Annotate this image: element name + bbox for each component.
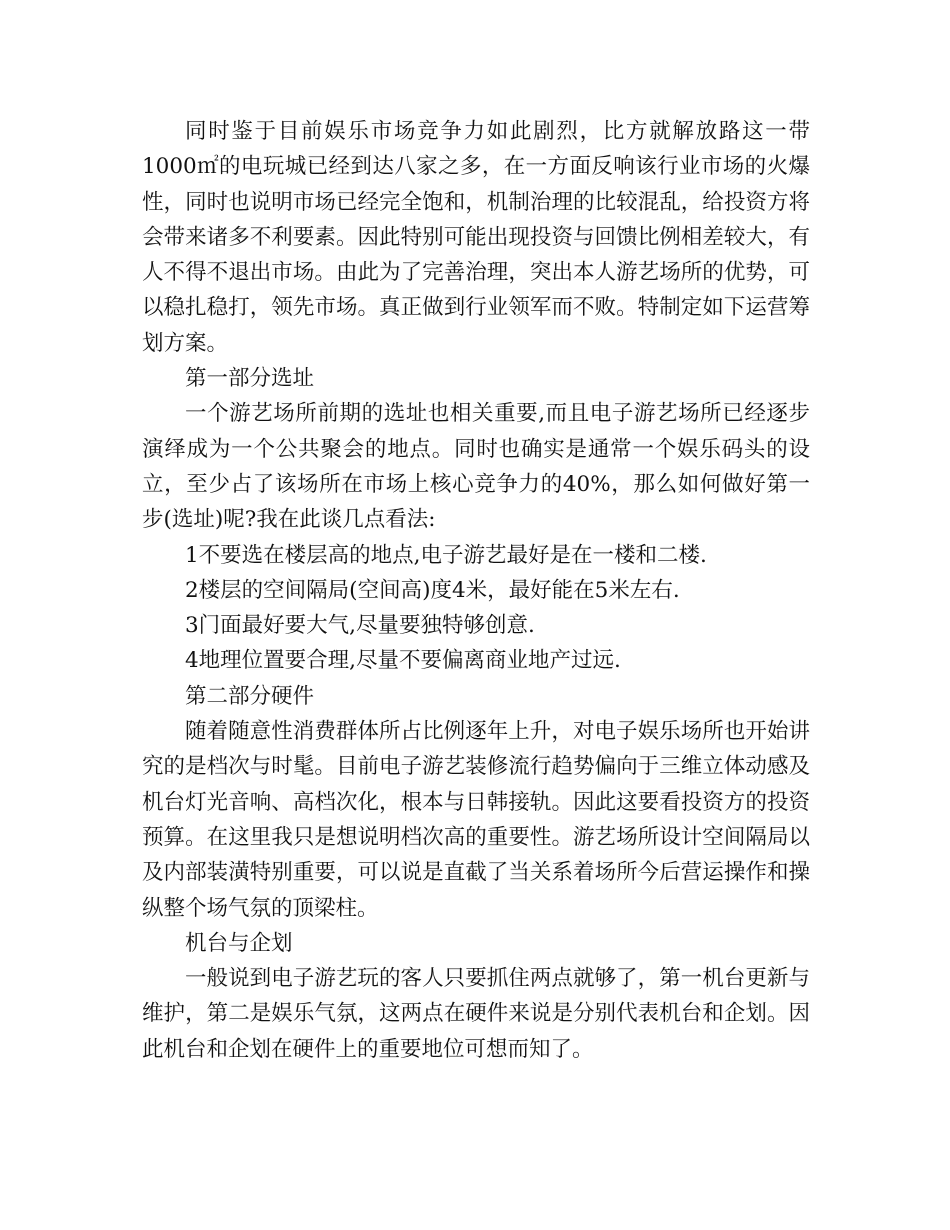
site-selection-paragraph: 一个游艺场所前期的选址也相关重要,而且电子游艺场所已经逐步演绎成为一个公共聚会的地点。同时也确实是通常一个娱乐码头的设立，至少占了该场所在市场上核心竞争力的40%，那么如何做好第一步(选址)呢?我在此谈几点看法: xyxy=(142,401,810,533)
intro-paragraph: 同时鉴于目前娱乐市场竞争力如此剧烈，比方就解放路这一带1000㎡的电玩城已经到达八家之多，在一方面反响该行业市场的火爆性，同时也说明市场已经完全饱和，机制治理的比较混乱，给投资方将会带来诸多不利要素。因此特别可能出现投资与回馈比例相差较大，有人不得不退出市场。由此为了完善治理，突出本人游艺场所的优势，可以稳扎稳打，领先市场。真正做到行业领军而不败。特制定如下运营筹划方案。 xyxy=(142,119,810,356)
hardware-paragraph: 随着随意性消费群体所占比例逐年上升，对电子娱乐场所也开始讲究的是档次与时髦。目前电子游艺装修流行趋势偏向于三维立体动感及机台灯光音响、高档次化，根本与日韩接轨。因此这要看投资方的投资预算。在这里我只是想说明档次高的重要性。游艺场所设计空间隔局以及内部装潢特别重要，可以说是直截了当关系着场所今后营运操作和操纵整个场气氛的顶梁柱。 xyxy=(142,719,810,921)
machines-planning-paragraph: 一般说到电子游艺玩的客人只要抓住两点就够了，第一机台更新与维护，第二是娱乐气氛，这两点在硬件来说是分别代表机台和企划。因此机台和企划在硬件上的重要地位可想而知了。 xyxy=(142,966,810,1062)
list-item-storefront: 3门面最好要大气,尽量要独特够创意. xyxy=(185,613,535,639)
list-item-floor: 1不要选在楼层高的地点,电子游艺最好是在一楼和二楼. xyxy=(185,542,707,568)
section-heading-hardware: 第二部分硬件 xyxy=(185,683,315,709)
list-item-height: 2楼层的空间隔局(空间高)度4米，最好能在5米左右. xyxy=(185,577,680,603)
list-item-location: 4地理位置要合理,尽量不要偏离商业地产过远. xyxy=(185,648,621,674)
document-body xyxy=(142,114,810,1067)
section-heading-site-selection: 第一部分选址 xyxy=(185,366,315,392)
subheading-machines-planning: 机台与企划 xyxy=(185,930,293,956)
